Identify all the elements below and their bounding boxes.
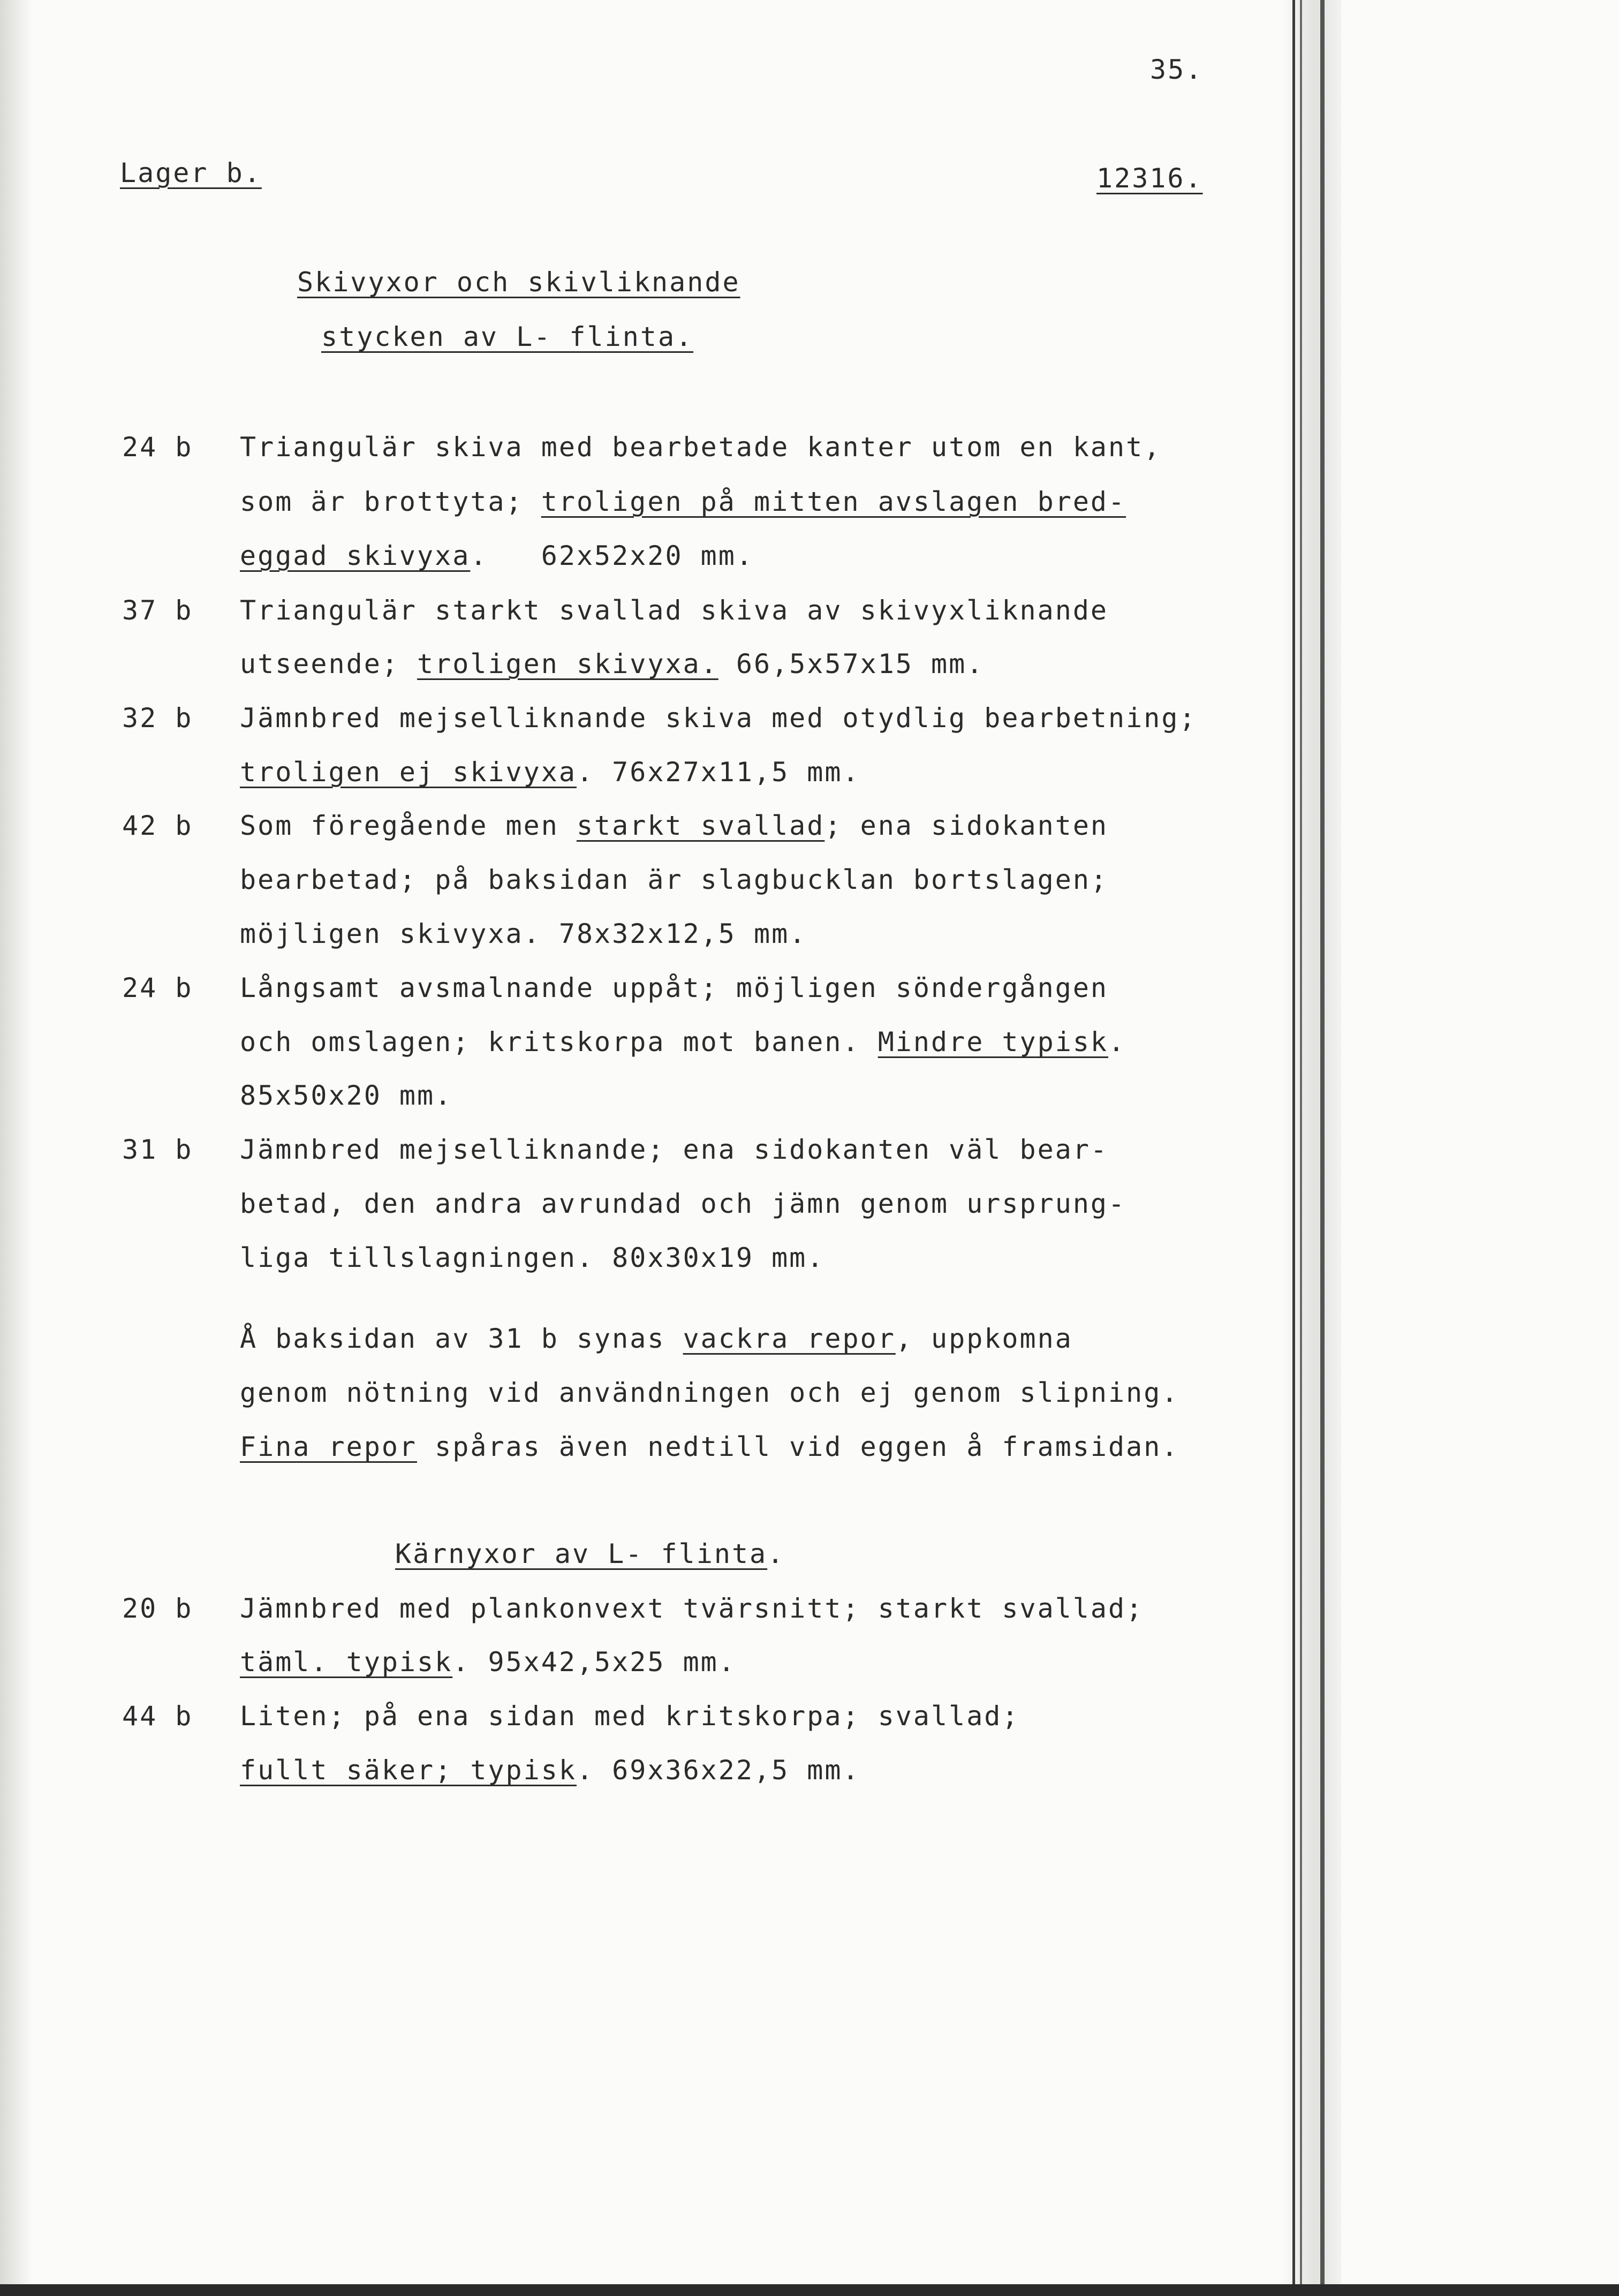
- entry-line: eggad skivyxa. 62x52x20 mm.: [240, 540, 754, 571]
- entry-line: Jämnbred med plankonvext tvärsnitt; starkt svallad;: [240, 1593, 1144, 1624]
- section2-title: Kärnyxor av L- flinta.: [395, 1538, 785, 1569]
- entry-number: 31 b: [122, 1134, 193, 1165]
- binding-line: [1292, 0, 1295, 2296]
- note-line: Fina repor spåras även nedtill vid eggen å framsidan.: [240, 1431, 1179, 1462]
- entry-line: troligen ej skivyxa. 76x27x11,5 mm.: [240, 757, 860, 788]
- entry-line: fullt säker; typisk. 69x36x22,5 mm.: [240, 1755, 860, 1786]
- entry-line: och omslagen; kritskorpa mot banen. Mindre typisk.: [240, 1026, 1126, 1058]
- page-edge-shadow: [0, 0, 32, 2296]
- entry-line: Triangulär skiva med bearbetade kanter utom en kant,: [240, 432, 1162, 463]
- entry-line: Liten; på ena sidan med kritskorpa; svallad;: [240, 1701, 1020, 1732]
- note-line: genom nötning vid användningen och ej genom slipning.: [240, 1377, 1179, 1408]
- section-title-line1: Skivyxor och skivliknande: [297, 267, 740, 298]
- header-right: 12316.: [1096, 163, 1203, 194]
- entry-line: som är brottyta; troligen på mitten avslagen bred-: [240, 486, 1126, 517]
- page-number: 35.: [1150, 54, 1204, 85]
- scan-border: [0, 2284, 1619, 2296]
- entry-line: Som föregående men starkt svallad; ena sidokanten: [240, 810, 1109, 841]
- binding-shadow: [1282, 0, 1341, 2296]
- note-line: Å baksidan av 31 b synas vackra repor, uppkomna: [240, 1323, 1073, 1354]
- binding-line: [1300, 0, 1302, 2296]
- entry-line: 85x50x20 mm.: [240, 1080, 453, 1111]
- entry-line: Jämnbred mejselliknande skiva med otydlig bearbetning;: [240, 703, 1197, 734]
- entry-line: liga tillslagningen. 80x30x19 mm.: [240, 1242, 825, 1273]
- entry-line: bearbetad; på baksidan är slagbucklan bortslagen;: [240, 864, 1109, 895]
- header-left: Lager b.: [120, 157, 262, 188]
- entry-number: 42 b: [122, 810, 193, 841]
- entry-line: Långsamt avsmalnande uppåt; möjligen söndergången: [240, 972, 1109, 1003]
- entry-number: 32 b: [122, 703, 193, 734]
- entry-number: 24 b: [122, 972, 193, 1003]
- entry-line: betad, den andra avrundad och jämn genom ursprung-: [240, 1188, 1126, 1219]
- entry-line: utseende; troligen skivyxa. 66,5x57x15 mm.: [240, 648, 985, 679]
- entry-number: 20 b: [122, 1593, 193, 1624]
- entry-line: Triangulär starkt svallad skiva av skivyxliknande: [240, 595, 1109, 626]
- entry-number: 24 b: [122, 432, 193, 463]
- entry-line: täml. typisk. 95x42,5x25 mm.: [240, 1647, 736, 1678]
- entry-line: möjligen skivyxa. 78x32x12,5 mm.: [240, 918, 807, 949]
- section-title-line2: stycken av L- flinta.: [321, 321, 694, 352]
- entry-line: Jämnbred mejselliknande; ena sidokanten väl bear-: [240, 1134, 1109, 1165]
- entry-number: 37 b: [122, 595, 193, 626]
- binding-line: [1320, 0, 1325, 2296]
- entry-number: 44 b: [122, 1701, 193, 1732]
